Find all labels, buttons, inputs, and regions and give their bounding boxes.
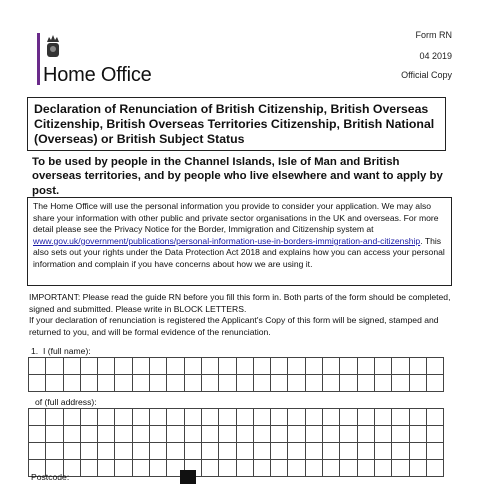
letter-box[interactable]: [254, 375, 271, 392]
letter-box[interactable]: [98, 375, 115, 392]
letter-box[interactable]: [167, 443, 184, 460]
letter-box[interactable]: [202, 358, 219, 375]
letter-box[interactable]: [150, 460, 167, 477]
letter-box[interactable]: [133, 426, 150, 443]
letter-box[interactable]: [427, 358, 444, 375]
letter-box[interactable]: [115, 426, 132, 443]
letter-box[interactable]: [237, 443, 254, 460]
letter-box[interactable]: [323, 426, 340, 443]
letter-box[interactable]: [150, 409, 167, 426]
letter-box[interactable]: [133, 443, 150, 460]
letter-box[interactable]: [115, 358, 132, 375]
letter-box[interactable]: [29, 443, 46, 460]
letter-box[interactable]: [375, 460, 392, 477]
letter-box[interactable]: [358, 426, 375, 443]
letter-box[interactable]: [306, 443, 323, 460]
letter-box[interactable]: [150, 443, 167, 460]
letter-box[interactable]: [410, 358, 427, 375]
letter-box[interactable]: [427, 443, 444, 460]
letter-box[interactable]: [150, 358, 167, 375]
letter-box[interactable]: [81, 358, 98, 375]
letter-box[interactable]: [288, 443, 305, 460]
letter-box[interactable]: [306, 460, 323, 477]
letter-box[interactable]: [81, 409, 98, 426]
letter-box[interactable]: [133, 460, 150, 477]
letter-box[interactable]: [375, 426, 392, 443]
letter-box[interactable]: [115, 409, 132, 426]
letter-box[interactable]: [219, 358, 236, 375]
letter-box[interactable]: [185, 358, 202, 375]
home-office-logo-text: Home Office: [43, 64, 152, 86]
letter-box[interactable]: [254, 358, 271, 375]
letter-box[interactable]: [64, 409, 81, 426]
letter-box[interactable]: [375, 358, 392, 375]
letter-box[interactable]: [185, 443, 202, 460]
letter-box[interactable]: [392, 375, 409, 392]
important-line-1: IMPORTANT: Please read the guide RN before you fill this form in. Both parts of the form should be completed, signed and submitted. Please write in BLOCK LETTERS.: [29, 292, 451, 314]
letter-box[interactable]: [323, 460, 340, 477]
letter-box[interactable]: [306, 358, 323, 375]
letter-box[interactable]: [167, 409, 184, 426]
letter-box[interactable]: [98, 358, 115, 375]
letter-box[interactable]: [323, 375, 340, 392]
q1-number: 1.: [31, 346, 39, 356]
letter-box[interactable]: [237, 375, 254, 392]
letter-box[interactable]: [167, 375, 184, 392]
letter-box[interactable]: [29, 409, 46, 426]
letter-box[interactable]: [81, 426, 98, 443]
letter-box[interactable]: [271, 443, 288, 460]
letter-box[interactable]: [340, 443, 357, 460]
q1-label-text: I (full name):: [42, 346, 91, 356]
letter-box[interactable]: [392, 426, 409, 443]
letter-box[interactable]: [358, 358, 375, 375]
letter-box[interactable]: [427, 409, 444, 426]
letter-box[interactable]: [98, 426, 115, 443]
letter-box[interactable]: [323, 358, 340, 375]
letter-box[interactable]: [202, 443, 219, 460]
letter-box[interactable]: [81, 375, 98, 392]
important-line-2: If your declaration of renunciation is registered the Applicant's Copy of this form will be signed, stamped and returned to you, and will be formal evidence of the renunciation.: [29, 315, 439, 337]
letter-box[interactable]: [46, 375, 63, 392]
letter-box[interactable]: [271, 358, 288, 375]
letter-box[interactable]: [219, 460, 236, 477]
letter-box[interactable]: [392, 409, 409, 426]
letter-box[interactable]: [323, 409, 340, 426]
postcode-label: Postcode:: [31, 472, 70, 482]
letter-box[interactable]: [133, 409, 150, 426]
q1-label: [31, 346, 91, 356]
letter-box[interactable]: [64, 358, 81, 375]
letter-box[interactable]: [219, 409, 236, 426]
logo-accent-bar: [37, 33, 40, 85]
privacy-notice: [27, 197, 452, 286]
form-title: Declaration of Renunciation of British Citizenship, British Overseas Citizenship, British Overseas Territories Citizenship, British National (Overseas) or British Subject Status: [27, 97, 446, 151]
letter-box[interactable]: [237, 460, 254, 477]
letter-box[interactable]: [340, 426, 357, 443]
full-address-grid[interactable]: [28, 408, 444, 477]
privacy-text-before: The Home Office will use the personal information you provide to consider your application. We may also share your information with other public and private sector organisations in the UK and overseas. For more detail please see the Privacy Notice for the Border, Immigration and Citizenship system at: [33, 201, 439, 235]
letter-box[interactable]: [81, 443, 98, 460]
letter-box[interactable]: [98, 443, 115, 460]
letter-box[interactable]: [64, 443, 81, 460]
letter-box[interactable]: [237, 409, 254, 426]
letter-box[interactable]: [427, 375, 444, 392]
letter-box[interactable]: [219, 426, 236, 443]
form-date: 04 2019: [419, 51, 452, 61]
letter-box[interactable]: [358, 460, 375, 477]
letter-box[interactable]: [150, 426, 167, 443]
letter-box[interactable]: [410, 460, 427, 477]
postcode-separator-block: [180, 470, 196, 484]
important-notes: [29, 292, 454, 338]
letter-box[interactable]: [392, 358, 409, 375]
letter-box[interactable]: [340, 409, 357, 426]
letter-box[interactable]: [392, 443, 409, 460]
letter-box[interactable]: [237, 426, 254, 443]
letter-box[interactable]: [375, 375, 392, 392]
letter-box[interactable]: [29, 375, 46, 392]
letter-box[interactable]: [427, 460, 444, 477]
letter-box[interactable]: [185, 409, 202, 426]
letter-box[interactable]: [375, 409, 392, 426]
letter-box[interactable]: [288, 409, 305, 426]
privacy-notice-link[interactable]: www.gov.uk/government/publications/personal-information-use-in-borders-immigration-and-citizenship: [33, 235, 421, 246]
letter-box[interactable]: [115, 443, 132, 460]
letter-box[interactable]: [254, 426, 271, 443]
form-id: Form RN: [415, 30, 452, 40]
letter-box[interactable]: [133, 375, 150, 392]
letter-box[interactable]: [46, 409, 63, 426]
letter-box[interactable]: [340, 358, 357, 375]
letter-box[interactable]: [358, 443, 375, 460]
letter-box[interactable]: [185, 426, 202, 443]
form-subtitle: To be used by people in the Channel Islands, Isle of Man and British overseas territories, and by people who live elsewhere and want to apply by post.: [32, 156, 443, 197]
letter-box[interactable]: [271, 409, 288, 426]
letter-box[interactable]: [358, 375, 375, 392]
letter-box[interactable]: [427, 426, 444, 443]
letter-box[interactable]: [271, 375, 288, 392]
full-name-grid[interactable]: [28, 357, 444, 392]
letter-box[interactable]: [288, 426, 305, 443]
letter-box[interactable]: [46, 426, 63, 443]
letter-box[interactable]: [98, 409, 115, 426]
letter-box[interactable]: [64, 426, 81, 443]
letter-box[interactable]: [115, 375, 132, 392]
royal-crest-icon: [44, 34, 62, 60]
letter-box[interactable]: [358, 409, 375, 426]
letter-box[interactable]: [150, 375, 167, 392]
letter-box[interactable]: [306, 426, 323, 443]
letter-box[interactable]: [254, 443, 271, 460]
letter-box[interactable]: [46, 443, 63, 460]
letter-box[interactable]: [219, 443, 236, 460]
address-label: of (full address):: [35, 397, 97, 407]
copy-label: Official Copy: [401, 70, 452, 80]
letter-box[interactable]: [202, 375, 219, 392]
letter-box[interactable]: [133, 358, 150, 375]
letter-box[interactable]: [288, 460, 305, 477]
letter-box[interactable]: [237, 358, 254, 375]
letter-box[interactable]: [306, 409, 323, 426]
letter-box[interactable]: [340, 375, 357, 392]
letter-box[interactable]: [410, 443, 427, 460]
letter-box[interactable]: [323, 443, 340, 460]
letter-box[interactable]: [288, 358, 305, 375]
letter-box[interactable]: [288, 375, 305, 392]
letter-box[interactable]: [375, 443, 392, 460]
letter-box[interactable]: [340, 460, 357, 477]
letter-box[interactable]: [64, 375, 81, 392]
letter-box[interactable]: [167, 426, 184, 443]
letter-box[interactable]: [410, 375, 427, 392]
letter-box[interactable]: [202, 426, 219, 443]
letter-box[interactable]: [219, 375, 236, 392]
letter-box[interactable]: [254, 409, 271, 426]
letter-box[interactable]: [202, 409, 219, 426]
letter-box[interactable]: [29, 358, 46, 375]
letter-box[interactable]: [29, 426, 46, 443]
letter-box[interactable]: [115, 460, 132, 477]
letter-box[interactable]: [410, 426, 427, 443]
privacy-text-after: . This also sets out your rights under the Data Protection Act 2018 and explains how you can access your personal information and complain if you have concerns about how we are using it.: [33, 235, 445, 269]
letter-box[interactable]: [392, 460, 409, 477]
letter-box[interactable]: [81, 460, 98, 477]
letter-box[interactable]: [306, 375, 323, 392]
letter-box[interactable]: [185, 375, 202, 392]
letter-box[interactable]: [271, 460, 288, 477]
letter-box[interactable]: [410, 409, 427, 426]
letter-box[interactable]: [202, 460, 219, 477]
letter-box[interactable]: [254, 460, 271, 477]
letter-box[interactable]: [271, 426, 288, 443]
letter-box[interactable]: [167, 358, 184, 375]
letter-box[interactable]: [98, 460, 115, 477]
letter-box[interactable]: [46, 358, 63, 375]
